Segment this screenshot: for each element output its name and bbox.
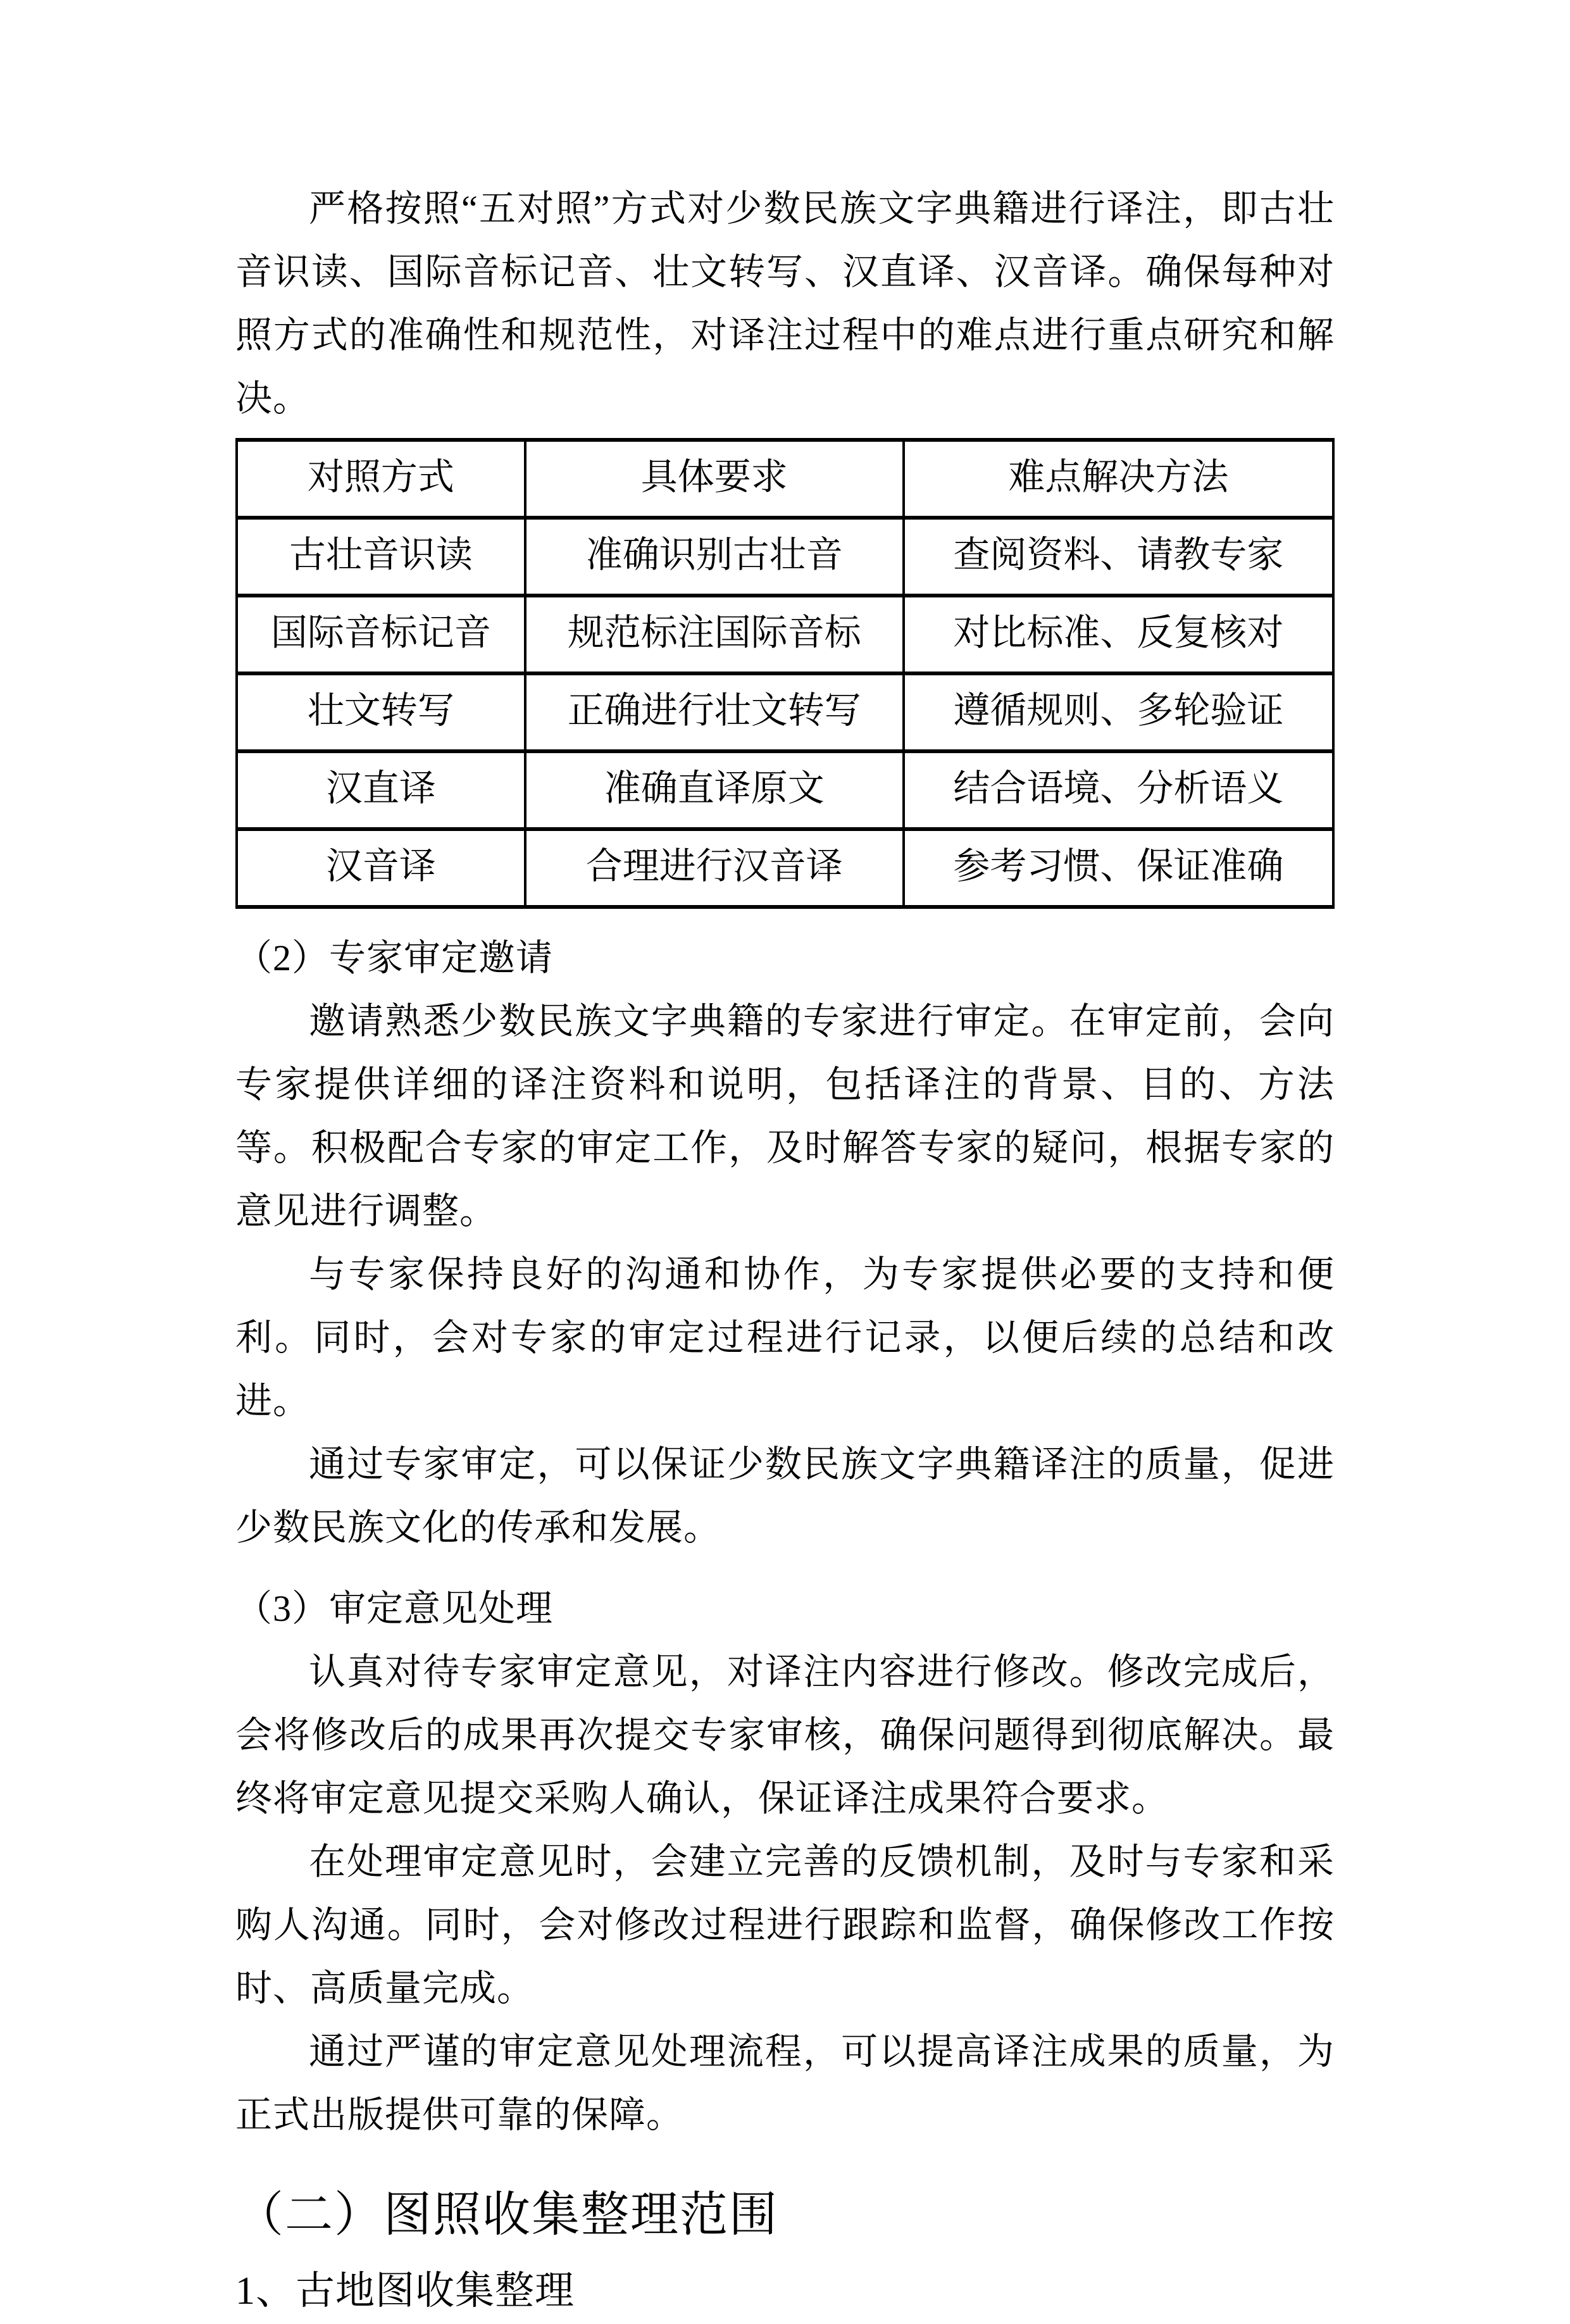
table-header-cell: 对照方式 bbox=[237, 440, 525, 518]
paragraph: 在处理审定意见时，会建立完善的反馈机制，及时与专家和采购人沟通。同时，会对修改过程进行跟踪和监督，确保修改工作按时、高质量完成。 bbox=[235, 1841, 1335, 2009]
paragraph: 邀请熟悉少数民族文字典籍的专家进行审定。在审定前，会向专家提供详细的译注资料和说明，包括译注的背景、目的、方法等。积极配合专家的审定工作，及时解答专家的疑问，根据专家的意见进行调整。 bbox=[235, 1001, 1335, 1232]
table-cell: 古壮音识读 bbox=[237, 518, 525, 596]
table-header-row bbox=[237, 440, 1333, 518]
table-cell: 合理进行汉音译 bbox=[525, 829, 904, 907]
table-cell: 对比标准、反复核对 bbox=[904, 596, 1333, 673]
paragraph: 与专家保持良好的沟通和协作，为专家提供必要的支持和便利。同时，会对专家的审定过程进行记录，以便后续的总结和改进。 bbox=[235, 1254, 1335, 1421]
intro-paragraph: 严格按照“五对照”方式对少数民族文字典籍进行译注，即古壮音识读、国际音标记音、壮文转写、汉直译、汉音译。确保每种对照方式的准确性和规范性，对译注过程中的难点进行重点研究和解决。 bbox=[235, 188, 1335, 419]
table-cell: 结合语境、分析语义 bbox=[904, 751, 1333, 829]
table-cell: 准确识别古壮音 bbox=[525, 518, 904, 596]
table-row bbox=[237, 829, 1333, 907]
section-heading-expert-invitation: （2）专家审定邀请 bbox=[235, 937, 554, 978]
table-cell: 查阅资料、请教专家 bbox=[904, 518, 1333, 596]
table-cell: 规范标注国际音标 bbox=[525, 596, 904, 673]
table-header-cell: 具体要求 bbox=[525, 440, 904, 518]
section-heading-opinion-handling: （3）审定意见处理 bbox=[235, 1588, 554, 1629]
table-cell: 正确进行壮文转写 bbox=[525, 673, 904, 751]
paragraph: 通过严谨的审定意见处理流程，可以提高译注成果的质量，为正式出版提供可靠的保障。 bbox=[235, 2031, 1335, 2135]
chapter-heading-photo-collection-scope: （二）图照收集整理范围 bbox=[235, 2189, 778, 2242]
table-cell: 汉音译 bbox=[237, 829, 525, 907]
table-cell: 遵循规则、多轮验证 bbox=[904, 673, 1333, 751]
table-row bbox=[237, 518, 1333, 596]
paragraph: 通过专家审定，可以保证少数民族文字典籍译注的质量，促进少数民族文化的传承和发展。 bbox=[235, 1444, 1335, 1548]
table-cell: 汉直译 bbox=[237, 751, 525, 829]
table-row bbox=[237, 751, 1333, 829]
numbered-heading-ancient-maps: 1、古地图收集整理 bbox=[235, 2270, 575, 2313]
table-cell: 参考习惯、保证准确 bbox=[904, 829, 1333, 907]
comparison-method-table bbox=[235, 438, 1335, 909]
table-cell: 准确直译原文 bbox=[525, 751, 904, 829]
table-cell: 国际音标记音 bbox=[237, 596, 525, 673]
table-row bbox=[237, 673, 1333, 751]
table-cell: 壮文转写 bbox=[237, 673, 525, 751]
table-row bbox=[237, 596, 1333, 673]
table-header-cell: 难点解决方法 bbox=[904, 440, 1333, 518]
paragraph: 认真对待专家审定意见，对译注内容进行修改。修改完成后，会将修改后的成果再次提交专家审核，确保问题得到彻底解决。最终将审定意见提交采购人确认，保证译注成果符合要求。 bbox=[235, 1651, 1335, 1819]
